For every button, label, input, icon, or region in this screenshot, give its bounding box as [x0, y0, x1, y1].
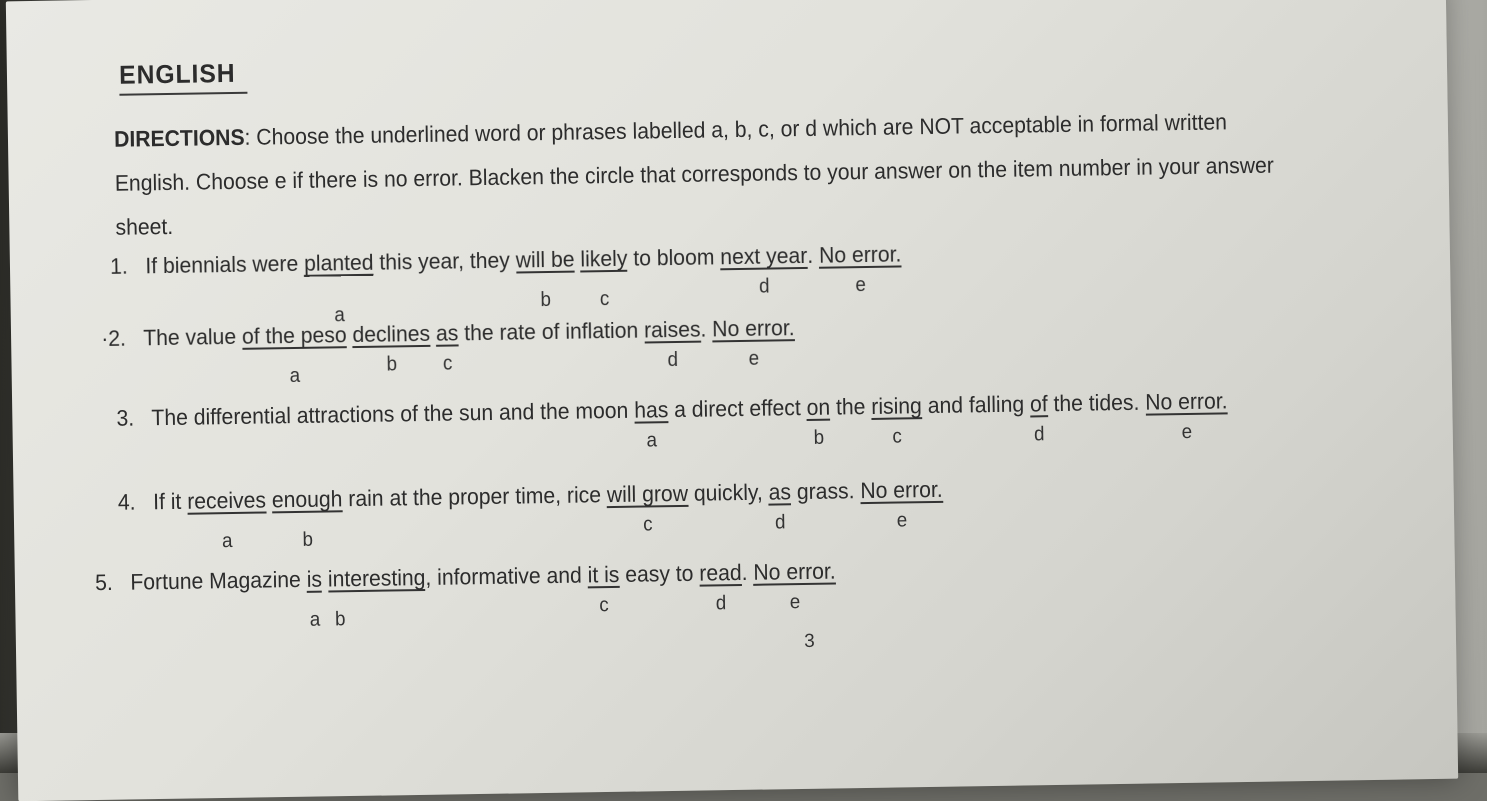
option-text: No error.: [753, 558, 836, 585]
option-a: [306, 566, 323, 631]
option-label: b: [302, 528, 314, 551]
directions: [114, 99, 1282, 249]
item-number: 5.: [94, 569, 113, 596]
option-label: b: [386, 353, 398, 376]
option-d: [643, 316, 701, 372]
item-text: rain at the proper time, rice: [342, 482, 608, 512]
item-text: the tides.: [1047, 389, 1146, 417]
option-a: [303, 249, 374, 327]
option-b: [352, 320, 431, 376]
option-label: a: [289, 364, 301, 388]
item-number: ·2.: [101, 325, 127, 352]
directions-text: : Choose the underlined word or phrases labelled a, b, c, or d which are NOT acceptable in formal written English. Choose e if there is no error. Blacken the circle that corresponds to your answer on the item number in your answer sheet.: [114, 109, 1275, 240]
option-text: No error.: [860, 476, 943, 504]
item-text: , informative and: [425, 562, 588, 590]
option-text: declines: [352, 320, 431, 348]
option-c: [580, 245, 628, 311]
option-e: [1145, 388, 1228, 444]
item-text: .: [807, 242, 820, 268]
option-b: [806, 394, 831, 449]
option-text: next year: [720, 242, 808, 270]
page-title: ENGLISH: [118, 57, 236, 90]
option-label: a: [221, 529, 233, 553]
item-text: quickly,: [687, 479, 769, 506]
question-2: [101, 315, 795, 388]
option-text: receives: [187, 487, 267, 514]
item-text: and falling: [921, 391, 1031, 419]
item-text: the: [829, 393, 872, 420]
question-3: [116, 388, 1228, 452]
option-text: it is: [587, 561, 620, 588]
option-label: c: [442, 352, 453, 375]
title-underline: [119, 92, 247, 96]
item-text: .: [700, 316, 713, 342]
option-label: d: [667, 348, 679, 372]
option-text: read: [699, 559, 742, 586]
item-text: If biennials were: [145, 250, 305, 279]
option-text: interesting: [327, 564, 426, 592]
option-label: b: [540, 288, 552, 312]
page-number: 3: [803, 630, 815, 653]
option-e: [753, 558, 836, 614]
option-text: planted: [303, 249, 374, 276]
option-d: [699, 559, 742, 615]
option-c: [587, 561, 620, 617]
option-label: b: [813, 426, 825, 449]
item-text: a direct effect: [668, 394, 807, 423]
option-d: [768, 479, 792, 534]
item-number: 1.: [109, 253, 128, 279]
option-text: rising: [871, 393, 923, 419]
option-label: e: [789, 591, 801, 614]
option-b: [271, 486, 343, 551]
option-label: a: [646, 429, 658, 452]
option-c: [871, 393, 923, 448]
item-text: grass.: [790, 478, 861, 505]
option-label: c: [599, 288, 610, 311]
item-text: .: [741, 559, 754, 585]
option-label: a: [334, 304, 346, 327]
option-text: No error.: [712, 315, 795, 342]
option-text: has: [633, 397, 669, 423]
option-text: will be: [515, 246, 575, 273]
option-text: is: [306, 566, 323, 592]
question-5: [94, 558, 836, 631]
option-label: c: [643, 513, 653, 536]
option-text: as: [435, 320, 459, 346]
option-label: c: [599, 594, 609, 617]
option-a: [241, 322, 347, 388]
option-label: d: [715, 592, 727, 615]
option-d: [1029, 391, 1048, 446]
option-e: [818, 241, 902, 297]
option-text: likely: [580, 245, 628, 272]
item-text: the rate of inflation: [458, 317, 645, 346]
option-label: e: [1181, 420, 1193, 444]
option-label: e: [855, 274, 867, 297]
option-b: [515, 246, 575, 312]
option-label: c: [892, 425, 902, 448]
option-a: [187, 487, 267, 553]
option-d: [720, 242, 808, 298]
option-text: enough: [271, 486, 343, 513]
option-c: [606, 480, 689, 536]
option-text: of the peso: [241, 322, 347, 349]
option-text: on: [806, 394, 831, 420]
option-text: No error.: [818, 241, 902, 268]
question-4: [117, 476, 943, 553]
option-label: d: [758, 275, 770, 298]
option-text: of: [1029, 391, 1048, 417]
option-label: d: [1033, 423, 1045, 446]
item-text: The differential attractions of the sun and the moon: [151, 397, 635, 431]
option-c: [435, 320, 459, 375]
item-number: 3.: [116, 405, 135, 431]
option-label: a: [309, 608, 321, 631]
option-label: d: [774, 511, 786, 534]
item-number: 4.: [117, 489, 136, 515]
item-text: this year, they: [373, 247, 516, 275]
item-text: The value: [143, 323, 243, 351]
option-label: b: [334, 608, 346, 631]
option-label: e: [896, 509, 908, 532]
item-text: easy to: [619, 560, 700, 587]
directions-label: DIRECTIONS: [113, 124, 245, 152]
item-text: If it: [152, 488, 188, 515]
item-text: Fortune Magazine: [130, 566, 307, 595]
option-text: No error.: [1145, 388, 1228, 415]
option-label: e: [748, 347, 760, 370]
option-text: as: [768, 479, 792, 505]
option-b: [327, 564, 426, 631]
option-text: will grow: [606, 480, 689, 508]
option-e: [712, 315, 795, 370]
item-text: to bloom: [627, 244, 721, 271]
option-e: [860, 476, 943, 532]
option-text: raises: [643, 316, 701, 343]
option-a: [633, 397, 669, 452]
